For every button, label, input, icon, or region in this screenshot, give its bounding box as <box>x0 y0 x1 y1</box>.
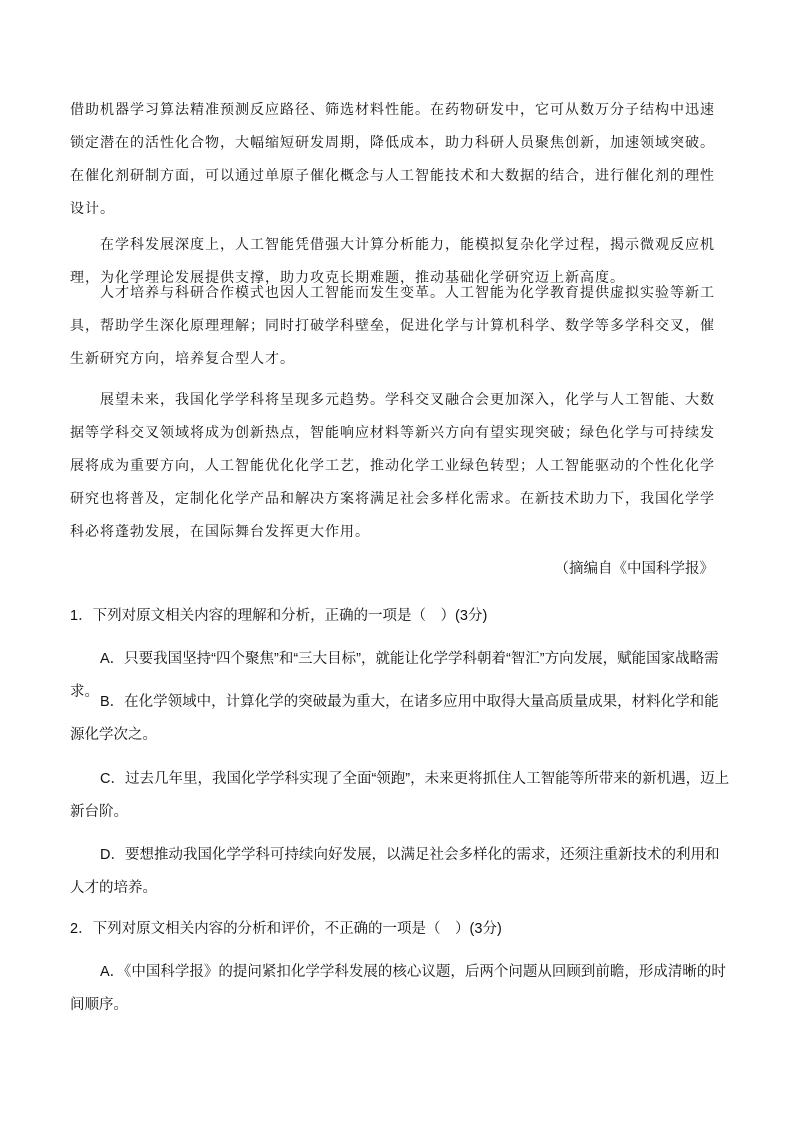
question-1-stem: 1．下列对原文相关内容的理解和分析，正确的一项是（ ）(3分) <box>70 608 488 624</box>
question-2-stem: 2．下列对原文相关内容的分析和评价，不正确的一项是（ ）(3分) <box>70 921 502 937</box>
passage-paragraph-1: 借助机器学习算法精准预测反应路径、筛选材料性能。在药物研发中，它可从数万分子结构中迅速锁定潜在的活性化合物，大幅缩短研发周期，降低成本，助力科研人员聚焦创新，加速领域突破。在催化剂研制方面，可以通过单原子催化概念与人工智能技术和大数据的结合，进行催化剂的理性设计。 <box>70 102 715 217</box>
question-1-option-d: D．要想推动我国化学学科可持续向好发展，以满足社会多样化的需求，还须注重新技术的利用和人才的培养。 <box>70 847 720 896</box>
passage-paragraph-2: 在学科发展深度上，人工智能凭借强大计算分析能力，能模拟复杂化学过程，揭示微观反应机理，为化学理论发展提供支撑，助力攻克长期难题，推动基础化学研究迈上新高度。 <box>70 237 715 286</box>
passage-paragraph-3: 人才培养与科研合作模式也因人工智能而发生变革。人工智能为化学教育提供虚拟实验等新工具，帮助学生深化原理理解；同时打破学科壁垒，促进化学与计算机科学、数学等多学科交叉，催生新研究方向，培养复合型人才。 <box>70 285 715 367</box>
question-2-option-a: A．《中国科学报》的提问紧扣化学学科发展的核心议题，后两个问题从回顾到前瞻，形成清晰的时间顺序。 <box>70 964 726 1013</box>
question-1-option-a: A．只要我国坚持“四个聚焦”和“三大目标”，就能让化学学科朝着“智汇”方向发展，赋能国家战略需求。 <box>70 651 719 700</box>
passage-paragraph-4: 展望未来，我国化学学科将呈现多元趋势。学科交叉融合会更加深入，化学与人工智能、大数据等学科交叉领域将成为创新热点，智能响应材料等新兴方向有望实现突破；绿色化学与可持续发展将成为重要方向，人工智能优化化学工艺，推动化学工业绿色转型；人工智能驱动的个性化化学研究也将普及，定制化化学产品和解决方案将满足社会多样化需求。在新技术助力下，我国化学学科必将蓬勃发展，在国际舞台发挥更大作用。 <box>70 392 715 540</box>
question-1-option-c: C．过去几年里，我国化学学科实现了全面“领跑”，未来更将抓住人工智能等所带来的新机遇，迈上新台阶。 <box>70 771 730 820</box>
question-1-option-b: B．在化学领域中，计算化学的突破最为重大，在诸多应用中取得大量高质量成果，材料化学和能源化学次之。 <box>70 694 719 743</box>
source-citation: （摘编自《中国科学报》 <box>554 561 714 577</box>
